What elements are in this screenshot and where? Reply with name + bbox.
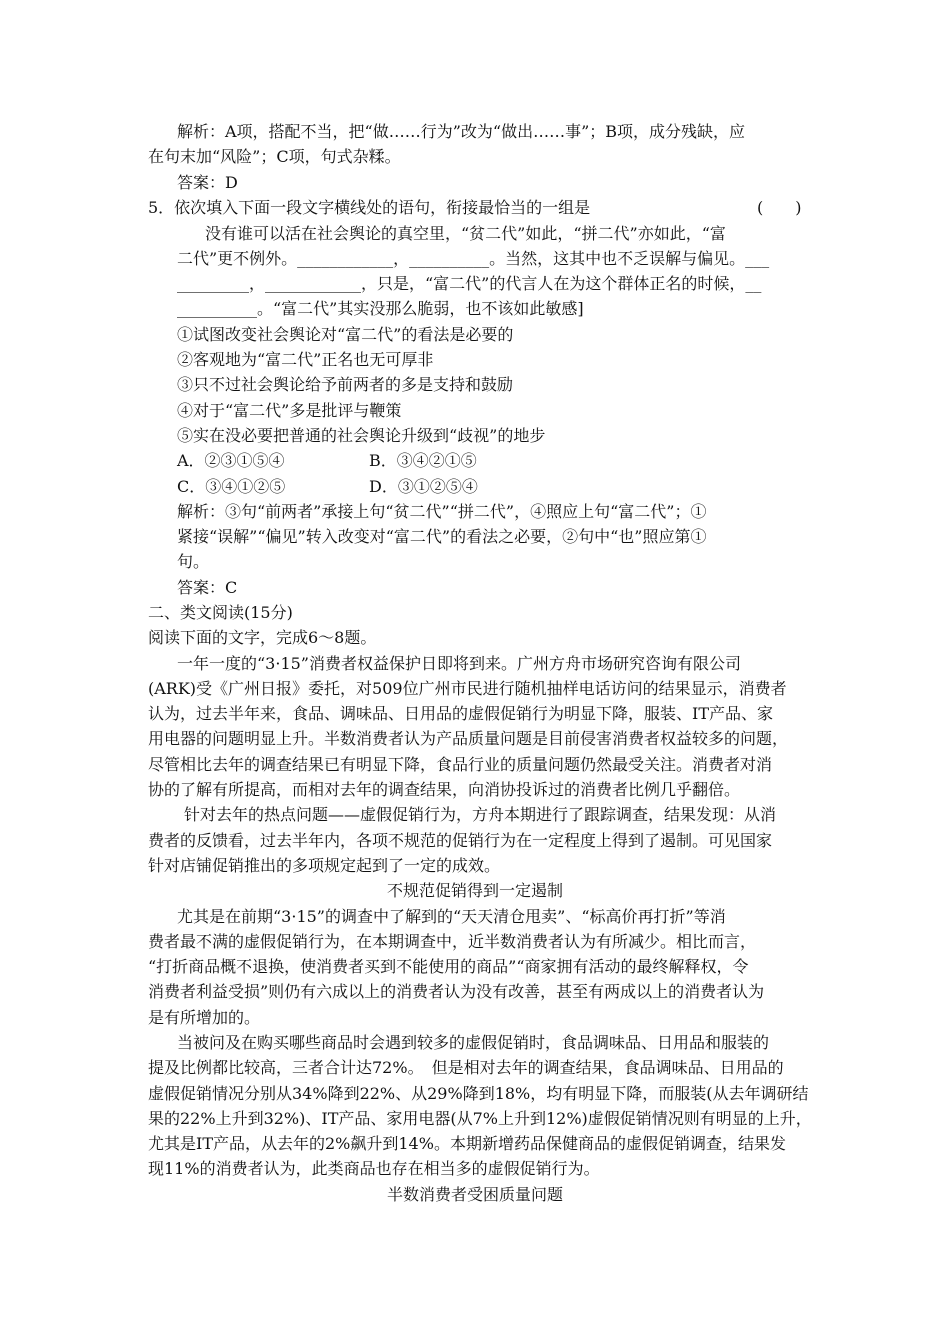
subheading-1: 不规范促销得到一定遏制 [386,881,563,900]
paragraph-1-line: (ARK)受《广州日报》委托，对509位广州市民进行随机抽样电话访问的结果显示，消费者 [148,679,787,698]
paragraph-3-line: 尤其是在前期“3·15”的调查中了解到的“天天清仓甩卖”、“标高价再打折”等消 [177,907,726,926]
q5-passage-line-4: __________。“富二代”其实没那么脆弱，也不该如此敏感] [177,299,584,318]
q5-choice-c: C．③④①②⑤ [177,477,286,496]
reading-instruction: 阅读下面的文字，完成6～8题。 [148,628,377,647]
q4-analysis-line-2: 在句末加“风险”；C项，句式杂糅。 [148,147,401,166]
q5-answer-bracket: ( ) [757,198,802,217]
paragraph-3-line: “打折商品概不退换，使消费者买到不能使用的商品”“商家拥有活动的最终解释权，令 [148,957,749,976]
paragraph-4-line: 当被问及在购买哪些商品时会遇到较多的虚假促销时，食品调味品、日用品和服装的 [177,1033,770,1052]
q5-stem: 5．依次填入下面一段文字横线处的语句，衔接最恰当的一组是 [148,198,591,217]
paragraph-1-line: 尽管相比去年的调查结果已有明显下降，食品行业的质量问题仍然最受关注。消费者对消 [148,755,773,774]
q5-option-3: ③只不过社会舆论给予前两者的多是支持和鼓励 [177,375,514,394]
paragraph-3-line: 是有所增加的。 [148,1008,261,1027]
q5-analysis-line-2: 紧接“误解”“偏见”转入改变对“富二代”的看法之必要，②句中“也”照应第① [177,527,707,546]
q5-option-1: ①试图改变社会舆论对“富二代”的看法是必要的 [177,325,514,344]
q5-choice-b: B．③④②①⑤ [369,451,477,470]
q4-answer: 答案：D [177,173,238,192]
paragraph-2-line: 费者的反馈看，过去半年内，各项不规范的促销行为在一定程度上得到了遏制。可见国家 [148,831,773,850]
q5-option-5: ⑤实在没必要把普通的社会舆论升级到“歧视”的地步 [177,426,546,445]
paragraph-4-line: 现11%的消费者认为，此类商品也存在相当多的虚假促销行为。 [148,1159,600,1178]
paragraph-1-line: 认为，过去半年来，食品、调味品、日用品的虚假促销行为明显下降，服装、IT产品、家 [148,704,773,723]
q5-analysis-line-3: 句。 [177,552,210,571]
paragraph-4-line: 果的22%上升到32%)、IT产品、家用电器(从7%上升到12%)虚假促销情况则有明显的上升， [148,1109,812,1128]
paragraph-2-line: 针对店铺促销推出的多项规定起到了一定的成效。 [148,856,501,875]
paragraph-1-line: 协的了解有所提高，而相对去年的调查结果，向消协投诉过的消费者比例几乎翻倍。 [148,780,741,799]
section-heading: 二、类文阅读(15分) [148,603,293,622]
paragraph-1-line: 用电器的问题明显上升。半数消费者认为产品质量问题是目前侵害消费者权益较多的问题， [148,729,789,748]
q5-choice-a: A．②③①⑤④ [177,451,285,470]
paragraph-3-line: 费者最不满的虚假促销行为，在本期调查中，近半数消费者认为有所减少。相比而言， [148,932,757,951]
paragraph-3-line: 消费者利益受损”则仍有六成以上的消费者认为没有改善，甚至有两成以上的消费者认为 [148,982,765,1001]
q5-option-2: ②客观地为“富二代”正名也无可厚非 [177,350,434,369]
q5-passage-line-2: 二代”更不例外。____________，__________。当然，这其中也不乏误解与偏见。___ [177,249,770,268]
paragraph-4-line: 提及比例都比较高，三者合计达72%。 但是相对去年的调查结果，食品调味品、日用品的 [148,1058,784,1077]
q5-passage-line-1: 没有谁可以活在社会舆论的真空里，“贫二代”如此，“拼二代”亦如此，“富 [205,224,726,243]
subheading-2: 半数消费者受困质量问题 [386,1185,563,1204]
q5-passage-line-3: _________，____________，只是，“富二代”的代言人在为这个群体正名的时候，__ [177,274,762,293]
paragraph-1-line: 一年一度的“3·15”消费者权益保护日即将到来。广州方舟市场研究咨询有限公司 [177,654,741,673]
paragraph-4-line: 尤其是IT产品，从去年的2%飙升到14%。本期新增药品保健商品的虚假促销调查，结果发 [148,1134,786,1153]
paragraph-2-line: 针对去年的热点问题——虚假促销行为，方舟本期进行了跟踪调查，结果发现：从消 [184,805,777,824]
q5-choice-d: D．③①②⑤④ [369,477,478,496]
q5-answer: 答案：C [177,578,238,597]
q5-analysis-line-1: 解析：③句“前两者”承接上句“贫二代”“拼二代”，④照应上句“富二代”；① [177,502,707,521]
q5-option-4: ④对于“富二代”多是批评与鞭策 [177,401,402,420]
paragraph-4-line: 虚假促销情况分别从34%降到22%、从29%降到18%，均有明显下降，而服装(从去年调研结 [148,1084,809,1103]
q4-analysis-line-1: 解析：A项，搭配不当，把“做……行为”改为“做出……事”；B项，成分残缺，应 [177,122,746,141]
